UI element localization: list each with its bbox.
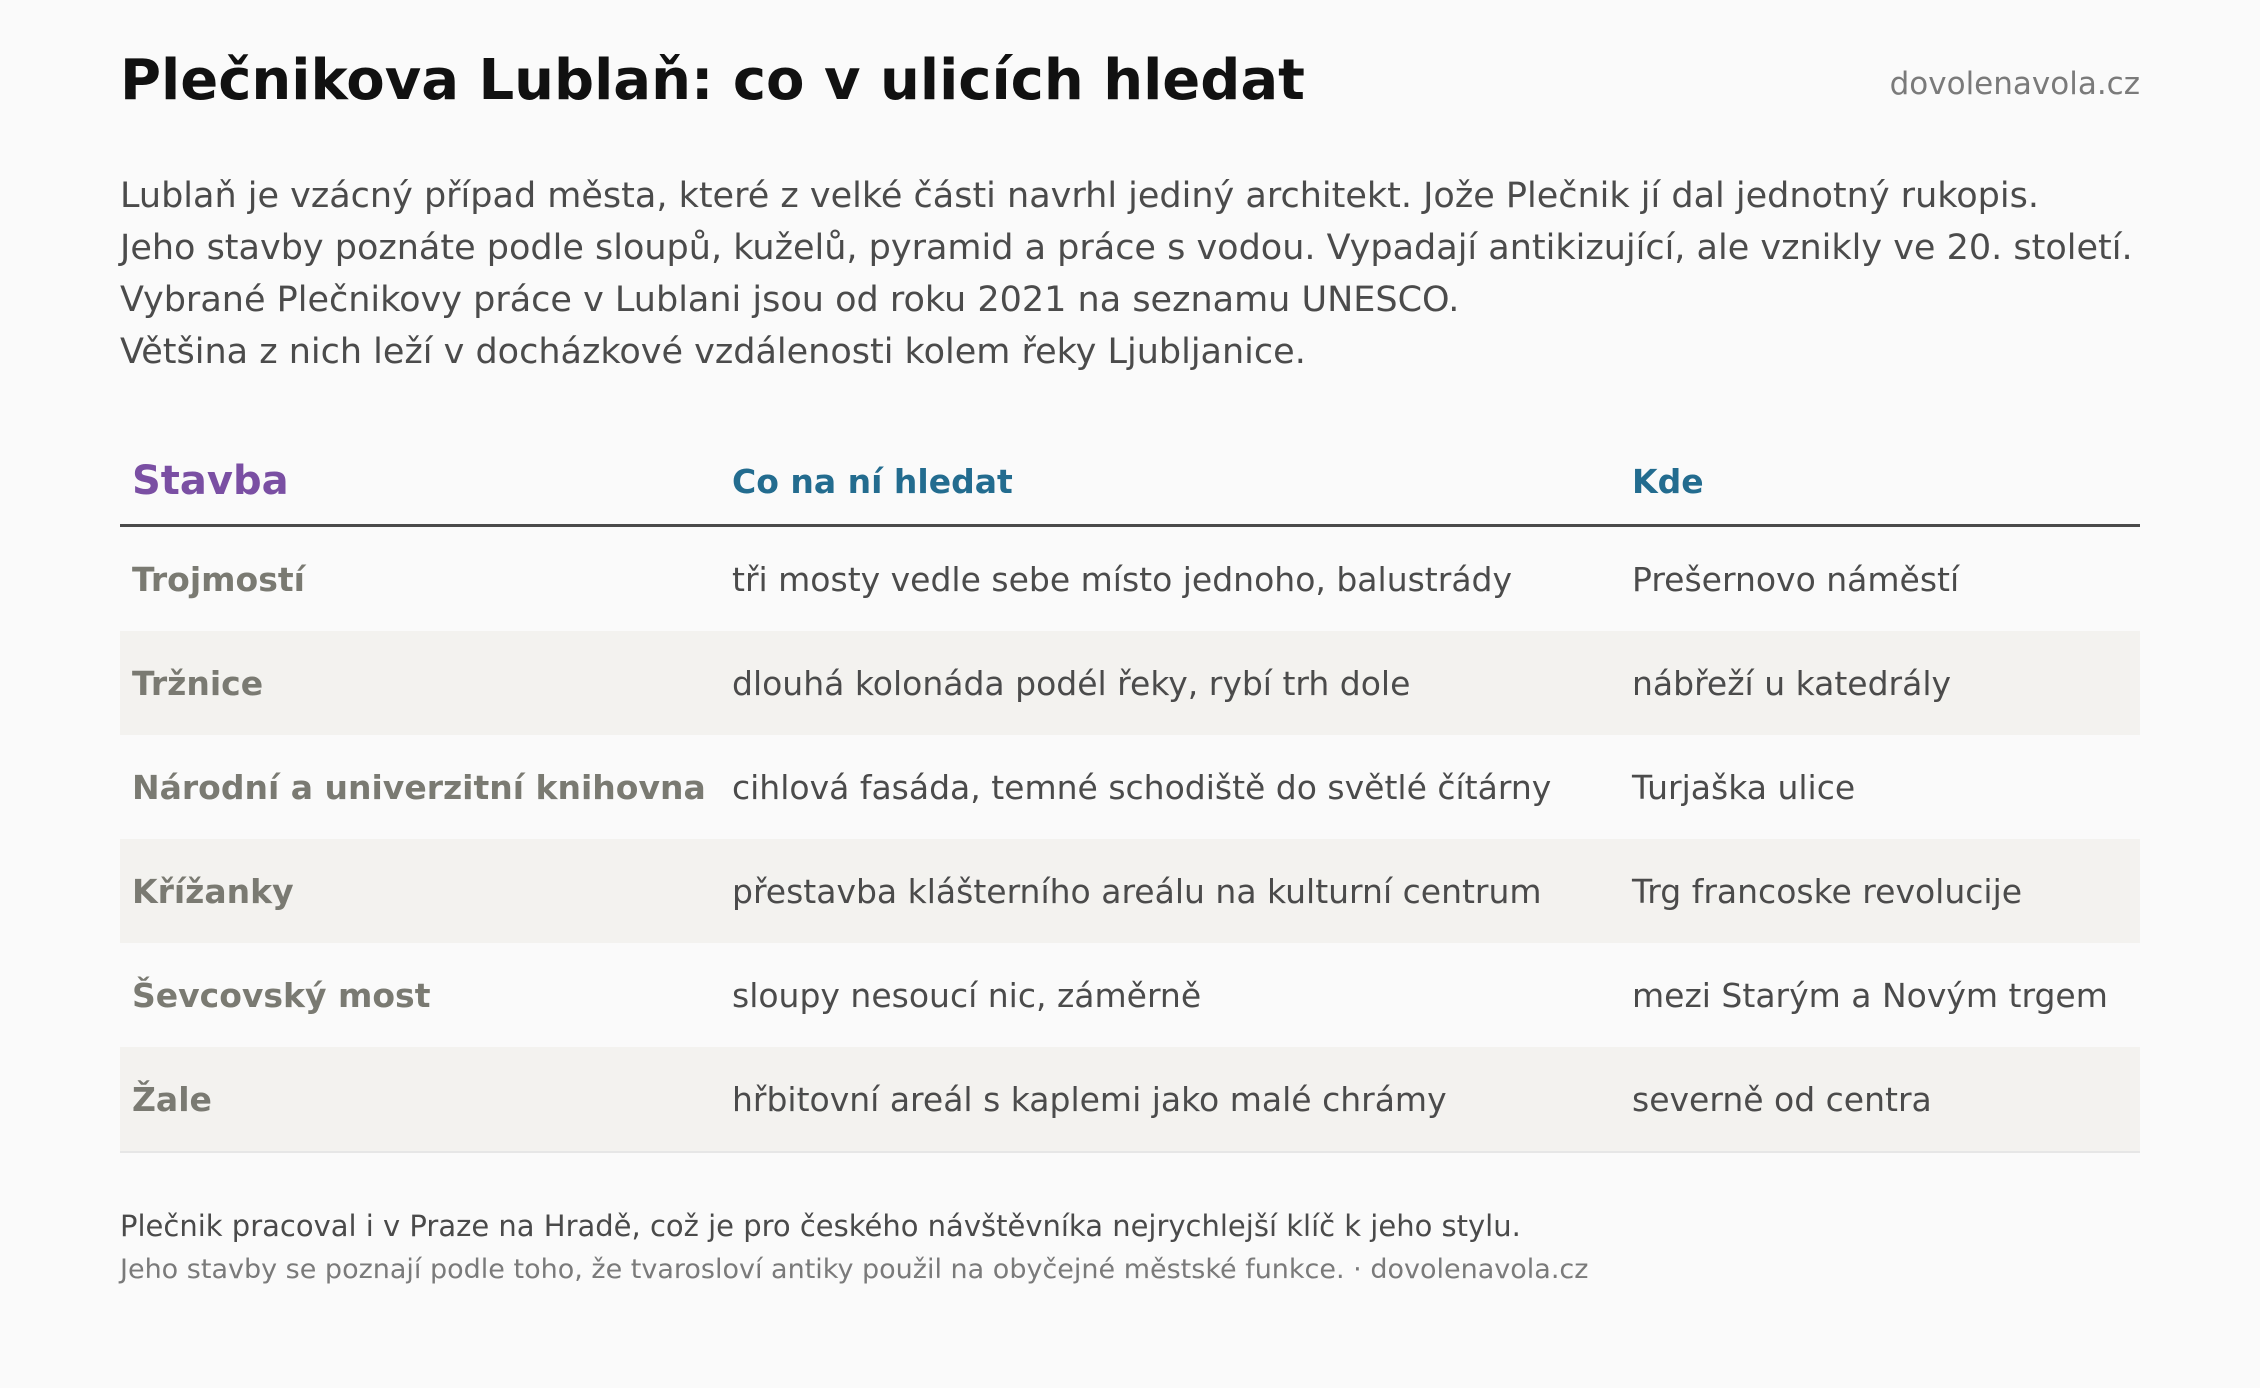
building-name: Tržnice [120, 631, 720, 735]
table-row [120, 631, 2140, 735]
article [120, 40, 2140, 1291]
table-row [120, 1047, 2140, 1152]
site-name: dovolenavola.cz [1889, 66, 2140, 102]
intro-line: Lublaň je vzácný případ města, které z velké části navrhl jediný architekt. Jože Plečnik jí dal jednotný rukopis. [120, 176, 2039, 216]
footnote-note: Plečnik pracoval i v Praze na Hradě, což je pro českého návštěvníka nejrychlejší klíč k jeho stylu. [120, 1209, 1521, 1243]
table-row [120, 735, 2140, 839]
building-location: severně od centra [1620, 1047, 2140, 1152]
building-feature: dlouhá kolonáda podél řeky, rybí trh dole [720, 631, 1620, 735]
building-feature: sloupy nesoucí nic, záměrně [732, 975, 1202, 1015]
building-name: Národní a univerzitní knihovna [132, 767, 706, 807]
intro-line: Jeho stavby poznáte podle sloupů, kuželů, pyramid a práce s vodou. Vypadají antikizující, ale vznikly ve 20. století. [120, 228, 2133, 268]
building-location: Prešernovo náměstí [1632, 559, 1960, 599]
building-location: Turjaška ulice [1632, 767, 1856, 807]
building-feature: tři mosty vedle sebe místo jednoho, balustrády [732, 559, 1513, 599]
intro-line: Většina z nich leží v docházkové vzdálenosti kolem řeky Ljubljanice. [120, 332, 1306, 372]
column-header-stavba: Stavba [120, 438, 720, 526]
page-title: Plečnikova Lublaň: co v ulicích hledat [120, 48, 1305, 113]
footnote [120, 1203, 2140, 1291]
building-name: Křížanky [120, 839, 720, 943]
column-header-co-hledat: Co na ní hledat [720, 438, 1620, 526]
building-location: nábřeží u katedrály [1620, 631, 2140, 735]
header [120, 40, 2140, 140]
building-feature: hřbitovní areál s kaplemi jako malé chrámy [720, 1047, 1620, 1152]
building-feature: přestavba klášterního areálu na kulturní centrum [720, 839, 1620, 943]
building-feature: cihlová fasáda, temné schodiště do světlé čítárny [732, 767, 1552, 807]
building-name: Trojmostí [132, 559, 305, 599]
column-header-kde: Kde [1620, 438, 2140, 526]
table-header-row [120, 438, 2140, 526]
table-row [120, 839, 2140, 943]
table-row [120, 943, 2140, 1047]
building-location: mezi Starým a Novým trgem [1632, 975, 2108, 1015]
building-name: Ševcovský most [132, 975, 431, 1015]
intro [120, 170, 2140, 378]
footnote-source: Jeho stavby se poznají podle toho, že tvarosloví antiky použil na obyčejné městské funkce. · dovolenavola.cz [120, 1254, 1589, 1285]
table-row [120, 526, 2140, 632]
intro-line: Vybrané Plečnikovy práce v Lublani jsou od roku 2021 na seznamu UNESCO. [120, 280, 1460, 320]
building-name: Žale [120, 1047, 720, 1152]
buildings-table [120, 438, 2140, 1153]
building-location: Trg francoske revolucije [1620, 839, 2140, 943]
